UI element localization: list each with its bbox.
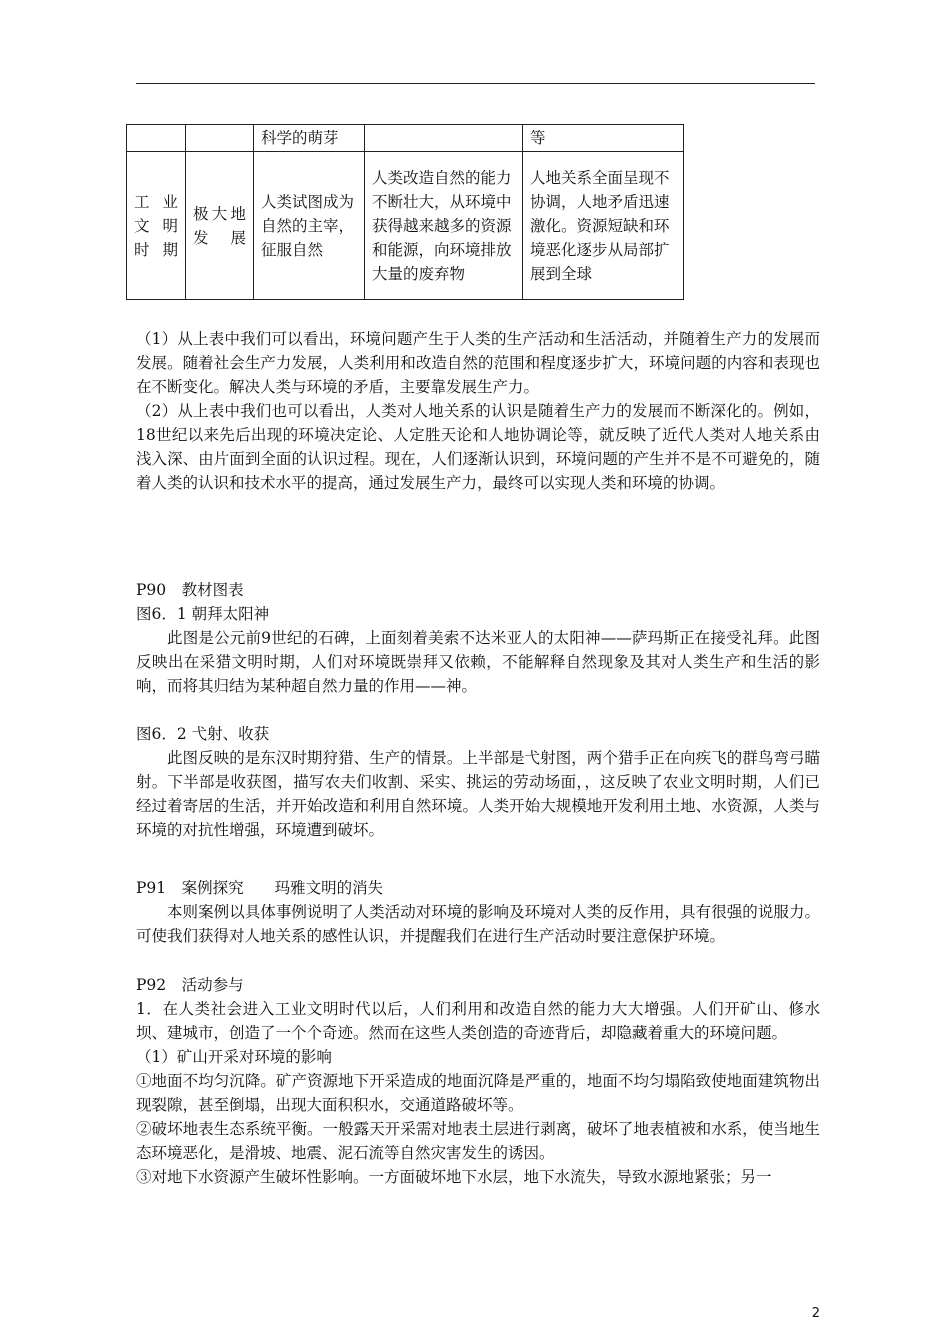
table-cell — [365, 125, 523, 152]
table-cell: 极大地发展 — [186, 152, 254, 300]
table-cell: 人地关系全面呈现不协调，人地矛盾迅速激化。资源短缺和环境恶化逐步从局部扩展到全球 — [523, 152, 684, 300]
list-item: ①地面不均匀沉降。矿产资源地下开采造成的地面沉降是严重的，地面不均匀塌陷致使地面建筑物出现裂隙，甚至倒塌，出现大面积积水，交通道路破坏等。 — [136, 1072, 820, 1114]
section-heading: P90 教材图表 — [136, 581, 244, 599]
analysis-section — [136, 327, 820, 495]
table-row — [127, 125, 684, 152]
paragraph: （1）从上表中我们可以看出，环境问题产生于人类的生产活动和生活活动，并随着生产力的发展而发展。随着社会生产力发展，人类利用和改造自然的范围和程度逐步扩大，环境问题的内容和表现也在不断变化。解决人类与环境的矛盾，主要靠发展生产力。 — [136, 330, 820, 396]
table-cell — [127, 125, 186, 152]
subheading: （1）矿山开采对环境的影响 — [136, 1048, 332, 1066]
page-number: 2 — [811, 1306, 820, 1321]
table-cell: 等 — [523, 125, 684, 152]
list-item: ②破坏地表生态系统平衡。一般露天开采需对地表土层进行剥离，破坏了地表植被和水系，使当地生态环境恶化，是滑坡、地震、泥石流等自然灾害发生的诱因。 — [136, 1120, 820, 1162]
table-cell: 人类试图成为自然的主宰，征服自然 — [254, 152, 365, 300]
paragraph: 1．在人类社会进入工业文明时代以后，人们利用和改造自然的能力大大增强。人们开矿山、修水坝、建城市，创造了一个个奇迹。然而在这些人类创造的奇迹背后，却隐藏着重大的环境问题。 — [136, 1000, 820, 1042]
civilization-table — [126, 124, 684, 300]
paragraph: 此图是公元前9世纪的石碑，上面刻着美索不达米亚人的太阳神——萨玛斯正在接受礼拜。此图反映出在采猎文明时期，人们对环境既崇拜又依赖，不能解释自然现象及其对人类生产和生活的影响，而将其归结为某种超自然力量的作用——神。 — [136, 629, 820, 695]
table-cell — [186, 125, 254, 152]
paragraph: 本则案例以具体事例说明了人类活动对环境的影响及环境对人类的反作用，具有很强的说服力。可使我们获得对人地关系的感性认识，并提醒我们在进行生产活动时要注意保护环境。 — [136, 903, 820, 945]
table-row — [127, 152, 684, 300]
figure-title: 图6．2 弋射、收获 — [136, 725, 270, 743]
figure-title: 图6．1 朝拜太阳神 — [136, 605, 270, 623]
case-section — [136, 876, 820, 948]
header-rule — [136, 83, 815, 84]
activity-section — [136, 973, 820, 1189]
list-item: ③对地下水资源产生破坏性影响。一方面破坏地下水层，地下水流失，导致水源地紧张；另一 — [136, 1168, 772, 1186]
paragraph: 此图反映的是东汉时期狩猎、生产的情景。上半部是弋射图，两个猎手正在向疾飞的群鸟弯弓瞄射。下半部是收获图，描写农夫们收割、采实、挑运的劳动场面，，这反映了农业文明时期，人们已经过着寄居的生活，并开始改造和利用自然环境。人类开始大规模地开发利用土地、水资源，人类与环境的对抗性增强，环境遭到破坏。 — [136, 749, 820, 839]
table-cell: 科学的萌芽 — [254, 125, 365, 152]
figure-section — [136, 578, 820, 842]
section-heading: P92 活动参与 — [136, 976, 244, 994]
paragraph: （2）从上表中我们也可以看出，人类对人地关系的认识是随着生产力的发展而不断深化的。例如，18世纪以来先后出现的环境决定论、人定胜天论和人地协调论等，就反映了近代人类对人地关系由浅入深、由片面到全面的认识过程。现在，人们逐渐认识到，环境问题的产生并不是不可避免的，随着人类的认识和技术水平的提高，通过发展生产力，最终可以实现人类和环境的协调。 — [136, 402, 820, 492]
table-cell: 人类改造自然的能力不断壮大，从环境中获得越来越多的资源和能源，向环境排放大量的废弃物 — [365, 152, 523, 300]
table-cell: 工业文明时期 — [127, 152, 186, 300]
section-heading: P91 案例探究 玛雅文明的消失 — [136, 879, 384, 897]
